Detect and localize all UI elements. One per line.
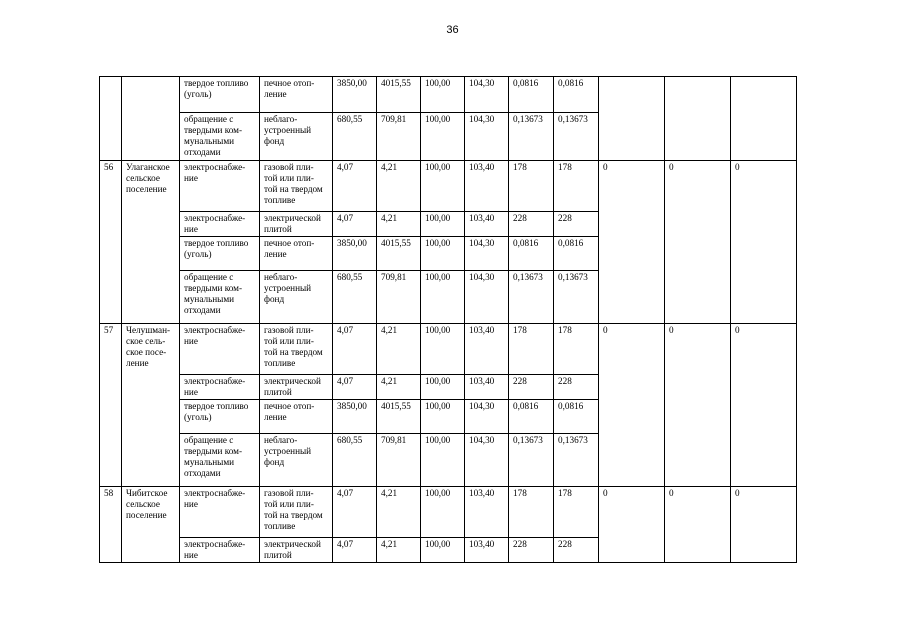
value-cell: 103,40 <box>465 538 509 563</box>
service-cell: электроснабже- ние <box>180 212 260 237</box>
row-number-cell: 58 <box>100 487 122 563</box>
value-cell: 4,21 <box>377 161 421 212</box>
extra-value-cell: 0 <box>731 487 797 563</box>
settlement-cell <box>122 77 180 161</box>
value-cell: 104,30 <box>465 400 509 434</box>
value-cell: 228 <box>509 212 554 237</box>
row-number-cell <box>100 77 122 161</box>
value-cell: 0,13673 <box>509 271 554 324</box>
service-cell: обращение с твердыми ком- мунальными отходами <box>180 113 260 161</box>
value-cell: 178 <box>509 487 554 538</box>
condition-cell: электрической плитой <box>260 538 333 563</box>
service-cell: твердое топливо (уголь) <box>180 400 260 434</box>
condition-cell: электрической плитой <box>260 212 333 237</box>
value-cell: 4015,55 <box>377 77 421 113</box>
value-cell: 4,21 <box>377 324 421 375</box>
value-cell: 0,0816 <box>554 400 599 434</box>
value-cell: 4,21 <box>377 375 421 400</box>
value-cell: 100,00 <box>421 487 465 538</box>
value-cell: 4,07 <box>333 487 377 538</box>
value-cell: 4015,55 <box>377 400 421 434</box>
value-cell: 4,07 <box>333 375 377 400</box>
extra-value-cell <box>599 77 665 161</box>
settlement-cell: Улаганское сельское поселение <box>122 161 180 324</box>
condition-cell: неблаго- устроенный фонд <box>260 113 333 161</box>
value-cell: 4015,55 <box>377 237 421 271</box>
value-cell: 3850,00 <box>333 400 377 434</box>
value-cell: 680,55 <box>333 271 377 324</box>
value-cell: 4,07 <box>333 324 377 375</box>
value-cell: 103,40 <box>465 487 509 538</box>
value-cell: 104,30 <box>465 237 509 271</box>
condition-cell: газовой пли- той или пли- той на твердом топливе <box>260 487 333 538</box>
extra-value-cell: 0 <box>599 161 665 324</box>
value-cell: 100,00 <box>421 161 465 212</box>
service-cell: электроснабже- ние <box>180 324 260 375</box>
value-cell: 104,30 <box>465 271 509 324</box>
service-cell: твердое топливо (уголь) <box>180 237 260 271</box>
value-cell: 0,0816 <box>509 400 554 434</box>
value-cell: 100,00 <box>421 538 465 563</box>
value-cell: 4,07 <box>333 538 377 563</box>
value-cell: 104,30 <box>465 113 509 161</box>
value-cell: 709,81 <box>377 434 421 487</box>
tariff-table <box>99 76 797 563</box>
value-cell: 4,07 <box>333 212 377 237</box>
value-cell: 3850,00 <box>333 77 377 113</box>
value-cell: 0,13673 <box>554 434 599 487</box>
page-number: 36 <box>446 24 459 36</box>
condition-cell: электрической плитой <box>260 375 333 400</box>
value-cell: 100,00 <box>421 434 465 487</box>
value-cell: 100,00 <box>421 77 465 113</box>
table-row <box>100 77 797 113</box>
table-row <box>100 161 797 212</box>
value-cell: 0,0816 <box>509 77 554 113</box>
value-cell: 228 <box>509 375 554 400</box>
condition-cell: неблаго- устроенный фонд <box>260 434 333 487</box>
value-cell: 0,13673 <box>509 434 554 487</box>
extra-value-cell: 0 <box>665 487 731 563</box>
value-cell: 709,81 <box>377 113 421 161</box>
service-cell: обращение с твердыми ком- мунальными отходами <box>180 271 260 324</box>
extra-value-cell <box>665 77 731 161</box>
value-cell: 228 <box>554 212 599 237</box>
condition-cell: газовой пли- той или пли- той на твердом топливе <box>260 161 333 212</box>
value-cell: 178 <box>554 161 599 212</box>
service-cell: электроснабже- ние <box>180 538 260 563</box>
value-cell: 0,13673 <box>509 113 554 161</box>
service-cell: электроснабже- ние <box>180 487 260 538</box>
service-cell: электроснабже- ние <box>180 375 260 400</box>
extra-value-cell: 0 <box>599 487 665 563</box>
value-cell: 100,00 <box>421 237 465 271</box>
settlement-cell: Челушман- ское сель- ское посе- ление <box>122 324 180 487</box>
value-cell: 4,21 <box>377 212 421 237</box>
value-cell: 178 <box>554 324 599 375</box>
value-cell: 178 <box>509 324 554 375</box>
value-cell: 4,21 <box>377 538 421 563</box>
value-cell: 0,13673 <box>554 271 599 324</box>
value-cell: 3850,00 <box>333 237 377 271</box>
value-cell: 103,40 <box>465 324 509 375</box>
value-cell: 709,81 <box>377 271 421 324</box>
service-cell: обращение с твердыми ком- мунальными отходами <box>180 434 260 487</box>
service-cell: твердое топливо (уголь) <box>180 77 260 113</box>
value-cell: 228 <box>509 538 554 563</box>
value-cell: 228 <box>554 538 599 563</box>
table-row <box>100 487 797 538</box>
extra-value-cell: 0 <box>731 161 797 324</box>
extra-value-cell: 0 <box>599 324 665 487</box>
value-cell: 103,40 <box>465 161 509 212</box>
service-cell: электроснабже- ние <box>180 161 260 212</box>
condition-cell: печное отоп- ление <box>260 400 333 434</box>
condition-cell: газовой пли- той или пли- той на твердом топливе <box>260 324 333 375</box>
condition-cell: печное отоп- ление <box>260 77 333 113</box>
table-row <box>100 324 797 375</box>
value-cell: 0,13673 <box>554 113 599 161</box>
value-cell: 0,0816 <box>554 237 599 271</box>
value-cell: 104,30 <box>465 434 509 487</box>
extra-value-cell: 0 <box>665 161 731 324</box>
row-number-cell: 56 <box>100 161 122 324</box>
extra-value-cell <box>731 77 797 161</box>
value-cell: 0,0816 <box>554 77 599 113</box>
value-cell: 100,00 <box>421 400 465 434</box>
value-cell: 680,55 <box>333 434 377 487</box>
condition-cell: неблаго- устроенный фонд <box>260 271 333 324</box>
value-cell: 178 <box>554 487 599 538</box>
value-cell: 100,00 <box>421 271 465 324</box>
extra-value-cell: 0 <box>731 324 797 487</box>
value-cell: 4,21 <box>377 487 421 538</box>
value-cell: 4,07 <box>333 161 377 212</box>
value-cell: 100,00 <box>421 212 465 237</box>
row-number-cell: 57 <box>100 324 122 487</box>
value-cell: 100,00 <box>421 113 465 161</box>
value-cell: 680,55 <box>333 113 377 161</box>
value-cell: 228 <box>554 375 599 400</box>
condition-cell: печное отоп- ление <box>260 237 333 271</box>
extra-value-cell: 0 <box>665 324 731 487</box>
value-cell: 100,00 <box>421 375 465 400</box>
value-cell: 103,40 <box>465 375 509 400</box>
value-cell: 103,40 <box>465 212 509 237</box>
value-cell: 178 <box>509 161 554 212</box>
value-cell: 100,00 <box>421 324 465 375</box>
settlement-cell: Чибитское сельское поселение <box>122 487 180 563</box>
value-cell: 104,30 <box>465 77 509 113</box>
value-cell: 0,0816 <box>509 237 554 271</box>
